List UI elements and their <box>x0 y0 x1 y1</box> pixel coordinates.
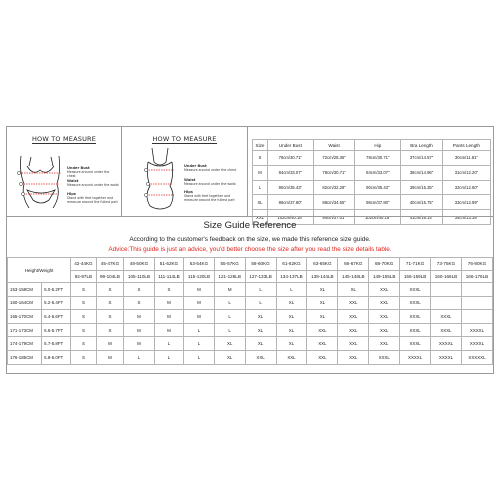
measure-cell: 102cm/40.16" <box>355 210 401 225</box>
measure-cell: 41cm/16.14" <box>401 210 443 225</box>
weight-kg-header: 76-80KG <box>461 258 492 271</box>
weight-lb-header: 145-148LB <box>338 270 369 283</box>
size-cell: XL <box>245 337 276 351</box>
section-divider <box>6 216 494 217</box>
size-guide-table <box>7 257 493 365</box>
size-cell: S <box>124 296 154 310</box>
size-cell: XXXL <box>369 350 400 364</box>
size-cell: XXL <box>369 296 400 310</box>
weight-lb-header: 166-176LB <box>461 270 492 283</box>
annotation-waist-right: Waist Measure around under the waist <box>184 178 236 186</box>
size-cell: XL <box>276 310 307 324</box>
table-row <box>253 151 491 166</box>
measure-cell: 88cm/34.65" <box>313 195 355 210</box>
height-cm-cell: 165-170CM <box>8 310 42 324</box>
measure-cell: 90cm/35.43" <box>355 180 401 195</box>
size-cell: XXL <box>253 210 268 225</box>
size-cell: L <box>124 350 154 364</box>
size-cell <box>461 296 492 310</box>
size-cell: XXXL <box>400 337 431 351</box>
size-cell: L <box>214 296 245 310</box>
annotation-hips-right: Hips Stand with feet together and measure around the fullest part <box>184 190 235 202</box>
size-cell: XL <box>276 337 307 351</box>
weight-kg-header: 71-71KG <box>400 258 431 271</box>
size-cell: XXXL <box>400 296 431 310</box>
measure-cell: 38cm/14.96" <box>401 165 443 180</box>
weight-lb-header: 156-159LB <box>400 270 431 283</box>
weight-kg-header: 53-54KG <box>184 258 214 271</box>
guide-title: Size Guide Reference <box>203 220 297 231</box>
col-header-pants-length: Pants Length <box>442 140 490 151</box>
weight-kg-header: 58-60KG <box>245 258 276 271</box>
size-cell: XL <box>338 283 369 297</box>
height-ft-cell: 5.7-5.8FT <box>42 337 71 351</box>
size-cell: M <box>214 283 245 297</box>
weight-lb-header: 138-144LB <box>307 270 338 283</box>
weight-kg-header: 55-57KG <box>214 258 245 271</box>
weight-kg-header: 42-44KG <box>71 258 97 271</box>
size-cell: L <box>184 337 214 351</box>
size-cell: S <box>96 323 124 337</box>
size-cell: M <box>154 296 184 310</box>
weight-lb-header: 99-104LB <box>96 270 124 283</box>
table-row <box>8 296 493 310</box>
size-cell <box>461 283 492 297</box>
annotation-waist-left: Waist Measure around under the waist <box>67 179 119 187</box>
table-row <box>253 180 491 195</box>
size-cell: L <box>154 350 184 364</box>
size-cell: S <box>71 323 97 337</box>
annotation-under-bust-left: Under Bust Measure around under the chest <box>67 166 110 178</box>
size-cell: XXL <box>245 350 276 364</box>
height-ft-cell: 5.0-5.2FT <box>42 283 71 297</box>
size-cell: XXXL <box>431 323 462 337</box>
size-cell: S <box>96 283 124 297</box>
measure-cell: 33cm/12.99" <box>442 195 490 210</box>
size-cell: M <box>184 296 214 310</box>
weight-kg-header: 68-70KG <box>369 258 400 271</box>
size-cell <box>461 310 492 324</box>
size-cell: S <box>71 350 97 364</box>
measure-cell: 90cm/35.43" <box>268 180 314 195</box>
size-cell: M <box>154 310 184 324</box>
measure-cell: 84cm/33.07" <box>355 165 401 180</box>
size-cell: XL <box>307 283 338 297</box>
size-cell: XL <box>214 350 245 364</box>
size-cell: XL <box>245 310 276 324</box>
measure-cell: 40cm/15.75" <box>401 195 443 210</box>
size-cell: XXL <box>338 323 369 337</box>
size-cell: L <box>245 296 276 310</box>
weight-lb-header: 111-114LB <box>154 270 184 283</box>
size-cell: XL <box>307 296 338 310</box>
weight-lb-header: 127-133LB <box>245 270 276 283</box>
size-cell: S <box>71 337 97 351</box>
weight-kg-header: 51-52KG <box>154 258 184 271</box>
measure-cell: 31cm/12.20" <box>442 165 490 180</box>
size-cell: L <box>245 283 276 297</box>
size-cell: XXL <box>369 323 400 337</box>
size-cell: S <box>96 296 124 310</box>
weight-kg-header: 73-75KG <box>431 258 462 271</box>
weight-lb-header: 105-110LB <box>124 270 154 283</box>
size-cell: XXXXL <box>461 337 492 351</box>
size-cell: L <box>214 310 245 324</box>
size-cell: XXL <box>338 350 369 364</box>
col-header-waist: Waist <box>313 140 355 151</box>
weight-lb-header: 160-166LB <box>431 270 462 283</box>
size-cell: XXXXL <box>400 350 431 364</box>
col-header-size: Size <box>253 140 268 151</box>
table-row <box>253 195 491 210</box>
weight-kg-header: 66-67KG <box>338 258 369 271</box>
size-cell: XXL <box>276 350 307 364</box>
weight-lb-header: 134-137LB <box>276 270 307 283</box>
size-details-table <box>252 139 491 225</box>
height-ft-cell: 5.4-5.6FT <box>42 310 71 324</box>
measure-cell: 78cm/30.71" <box>268 151 314 166</box>
guide-subtitle: According to the customer's feedback on the size, we made this reference size guide. <box>129 236 371 243</box>
table-row <box>8 337 493 351</box>
size-cell: XXL <box>369 283 400 297</box>
measure-cell: 37cm/14.57" <box>401 151 443 166</box>
size-cell: XL <box>307 310 338 324</box>
height-cm-cell: 160-164CM <box>8 296 42 310</box>
size-cell: XXL <box>369 337 400 351</box>
size-cell: M <box>96 350 124 364</box>
table-row <box>8 283 493 297</box>
size-cell: XL <box>253 195 268 210</box>
height-ft-cell: 5.8-6.0FT <box>42 350 71 364</box>
weight-lb-header: 92-97LB <box>71 270 97 283</box>
measure-cell: 102cm/40.16" <box>268 210 314 225</box>
measure-cell: 94cm/37.01" <box>313 210 355 225</box>
height-cm-cell: 153-158CM <box>8 283 42 297</box>
size-cell: XXL <box>307 337 338 351</box>
weight-kg-row <box>8 258 493 271</box>
size-cell: S <box>96 310 124 324</box>
size-cell: S <box>71 310 97 324</box>
size-cell: XXL <box>307 323 338 337</box>
annotation-under-bust-right: Under Bust Measure around under the chest <box>184 164 237 172</box>
measure-cell: 72cm/28.35" <box>313 151 355 166</box>
size-cell: M <box>154 323 184 337</box>
size-cell: M <box>124 323 154 337</box>
size-cell: XXXXL <box>431 350 462 364</box>
measure-cell: 32cm/12.60" <box>442 180 490 195</box>
col-header-bra-length: Bra Length <box>401 140 443 151</box>
size-cell: S <box>253 151 268 166</box>
measure-cell: 39cm/15.35" <box>401 180 443 195</box>
size-cell: S <box>71 283 97 297</box>
height-ft-cell: 5.2-5.4FT <box>42 296 71 310</box>
size-cell: XXXL <box>431 310 462 324</box>
measure-title-right: HOW TO MEASURE <box>152 135 217 143</box>
weight-lb-row <box>8 270 493 283</box>
table-row <box>8 310 493 324</box>
size-cell: XL <box>276 323 307 337</box>
size-cell: L <box>154 337 184 351</box>
size-cell: S <box>71 296 97 310</box>
size-cell: XXXXXL <box>461 350 492 364</box>
size-cell: XXXL <box>400 310 431 324</box>
height-ft-cell: 5.6-5.7FT <box>42 323 71 337</box>
size-cell: XL <box>214 337 245 351</box>
size-cell: XXXXL <box>461 323 492 337</box>
measure-cell: 96cm/37.80" <box>355 195 401 210</box>
size-cell <box>431 283 462 297</box>
size-cell: XXL <box>307 350 338 364</box>
size-details-header-row <box>253 140 491 151</box>
table-row <box>8 323 493 337</box>
measure-cell: 78cm/30.71" <box>313 165 355 180</box>
measure-title-left: HOW TO MEASURE <box>31 135 97 143</box>
measure-cell: 78cm/30.71" <box>355 151 401 166</box>
measure-panel-right <box>122 126 248 216</box>
size-cell: XL <box>276 296 307 310</box>
weight-kg-header: 63-65KG <box>307 258 338 271</box>
size-cell: L <box>214 323 245 337</box>
col-header-under-bust: Under Bust <box>268 140 314 151</box>
height-cm-cell: 174-179CM <box>8 337 42 351</box>
size-cell: L <box>184 323 214 337</box>
height-weight-corner: Height/Weight <box>8 258 71 283</box>
measure-cell: 34cm/13.39" <box>442 210 490 225</box>
measure-cell: 84cm/33.07" <box>268 165 314 180</box>
size-cell: S <box>154 283 184 297</box>
weight-kg-header: 48-50KG <box>124 258 154 271</box>
measure-cell: 82cm/32.28" <box>313 180 355 195</box>
weight-kg-header: 61-62KG <box>276 258 307 271</box>
annotation-hips-left: Hips Stand with feet together and measure around the fullest part <box>67 192 118 204</box>
size-cell: XXL <box>338 296 369 310</box>
size-cell: XXL <box>369 310 400 324</box>
size-cell: M <box>184 283 214 297</box>
size-cell: XXXXL <box>431 337 462 351</box>
size-cell: M <box>124 337 154 351</box>
height-cm-cell: 176-185CM <box>8 350 42 364</box>
size-cell: M <box>96 337 124 351</box>
weight-lb-header: 149-155LB <box>369 270 400 283</box>
size-cell: M <box>184 310 214 324</box>
size-cell: S <box>124 283 154 297</box>
guide-advice: Advice:This guide is just an advice, you'd better choose the size after you read the size details table. <box>108 246 392 253</box>
size-cell: XXL <box>338 310 369 324</box>
size-cell: M <box>124 310 154 324</box>
size-cell: XXXL <box>400 323 431 337</box>
size-cell: M <box>253 165 268 180</box>
weight-lb-header: 121-126LB <box>214 270 245 283</box>
table-row <box>8 350 493 364</box>
measure-cell: 30cm/11.81" <box>442 151 490 166</box>
size-cell: L <box>184 350 214 364</box>
col-header-hip: Hip <box>355 140 401 151</box>
size-cell: L <box>253 180 268 195</box>
height-cm-cell: 171-173CM <box>8 323 42 337</box>
size-cell: L <box>276 283 307 297</box>
size-cell <box>431 296 462 310</box>
size-cell: XL <box>245 323 276 337</box>
size-cell: XXL <box>338 337 369 351</box>
table-row <box>253 165 491 180</box>
measure-cell: 96cm/37.80" <box>268 195 314 210</box>
measure-panel-left <box>7 126 122 216</box>
weight-kg-header: 45-47KG <box>96 258 124 271</box>
weight-lb-header: 115-120LB <box>184 270 214 283</box>
size-cell: XXXL <box>400 283 431 297</box>
